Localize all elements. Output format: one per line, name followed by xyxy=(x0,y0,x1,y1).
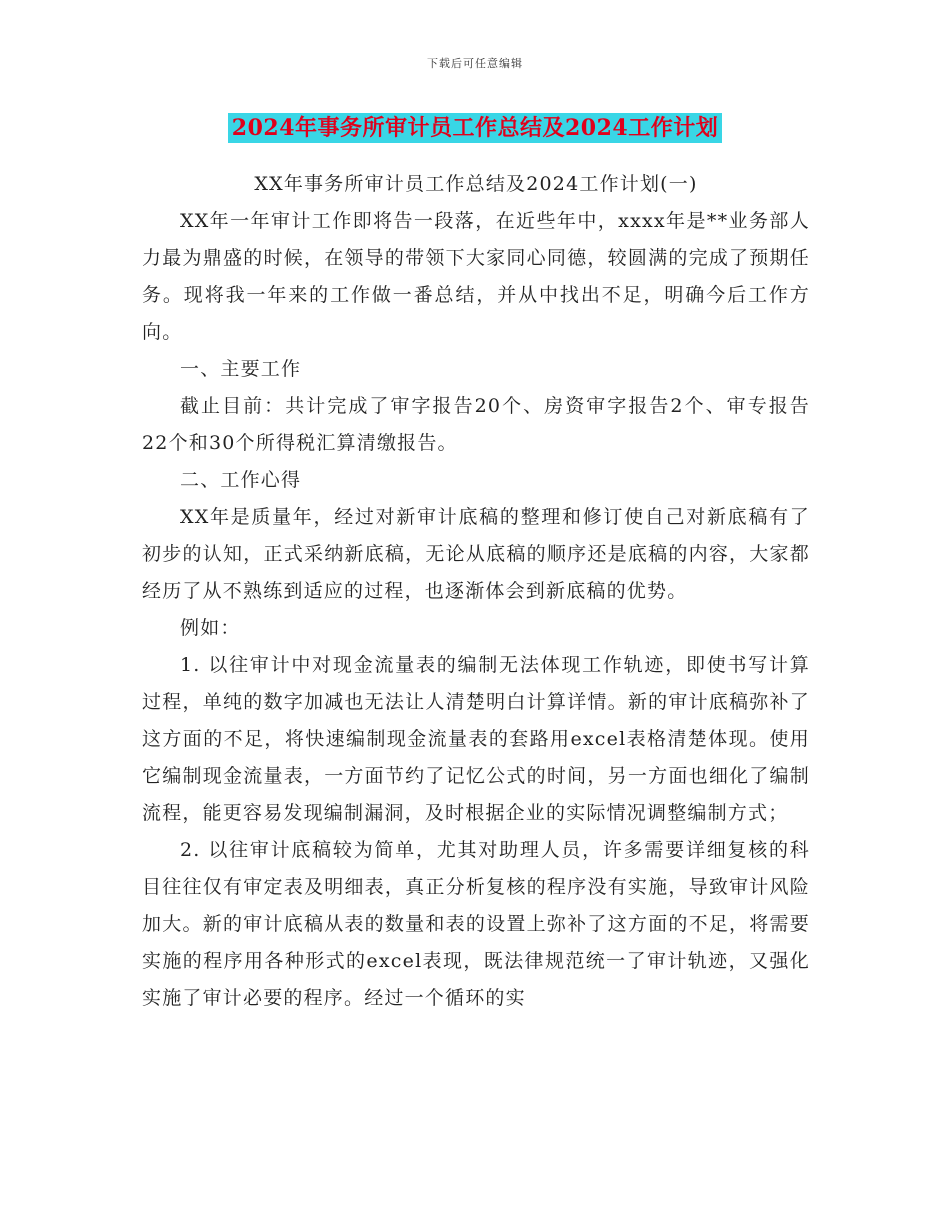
paragraph-example-2: 2. 以往审计底稿较为简单，尤其对助理人员，许多需要详细复核的科目往往仅有审定表及明细表，真正分析复核的程序没有实施，导致审计风险加大。新的审计底稿从表的数量和表的设置上弥补了这方面的不足，将需要实施的程序用各种形式的excel表现，既法律规范统一了审计轨迹，又强化实施了审计必要的程序。经过一个循环的实 xyxy=(142,839,810,1009)
section-heading-experience: 二、工作心得 xyxy=(180,469,302,491)
document-title: 2024年事务所审计员工作总结及2024工作计划 xyxy=(228,113,722,143)
paragraph-work-summary: 截止目前：共计完成了审字报告20个、房资审字报告2个、审专报告22个和30个所得税汇算清缴报告。 xyxy=(142,395,810,454)
document-body xyxy=(142,166,810,1017)
section-heading-main-work: 一、主要工作 xyxy=(180,358,302,380)
title-container xyxy=(0,113,950,143)
document-subtitle: XX年事务所审计员工作总结及2024工作计划(一) xyxy=(254,173,698,195)
paragraph-intro: XX年一年审计工作即将告一段落，在近些年中，xxxx年是**业务部人力最为鼎盛的时候，在领导的带领下大家同心同德，较圆满的完成了预期任务。现将我一年来的工作做一番总结，并从中找出不足，明确今后工作方向。 xyxy=(142,210,810,343)
paragraph-example-1: 1. 以往审计中对现金流量表的编制无法体现工作轨迹，即使书写计算过程，单纯的数字加减也无法让人清楚明白计算详情。新的审计底稿弥补了这方面的不足，将快速编制现金流量表的套路用excel表格清楚体现。使用它编制现金流量表，一方面节约了记忆公式的时间，另一方面也细化了编制流程，能更容易发现编制漏洞，及时根据企业的实际情况调整编制方式； xyxy=(142,654,810,824)
paragraph-example-label: 例如： xyxy=(180,617,241,639)
header-note: 下载后可任意编辑 xyxy=(427,57,523,70)
paragraph-new-workpapers: XX年是质量年，经过对新审计底稿的整理和修订使自己对新底稿有了初步的认知，正式采纳新底稿，无论从底稿的顺序还是底稿的内容，大家都经历了从不熟练到适应的过程，也逐渐体会到新底稿的优势。 xyxy=(142,506,810,602)
